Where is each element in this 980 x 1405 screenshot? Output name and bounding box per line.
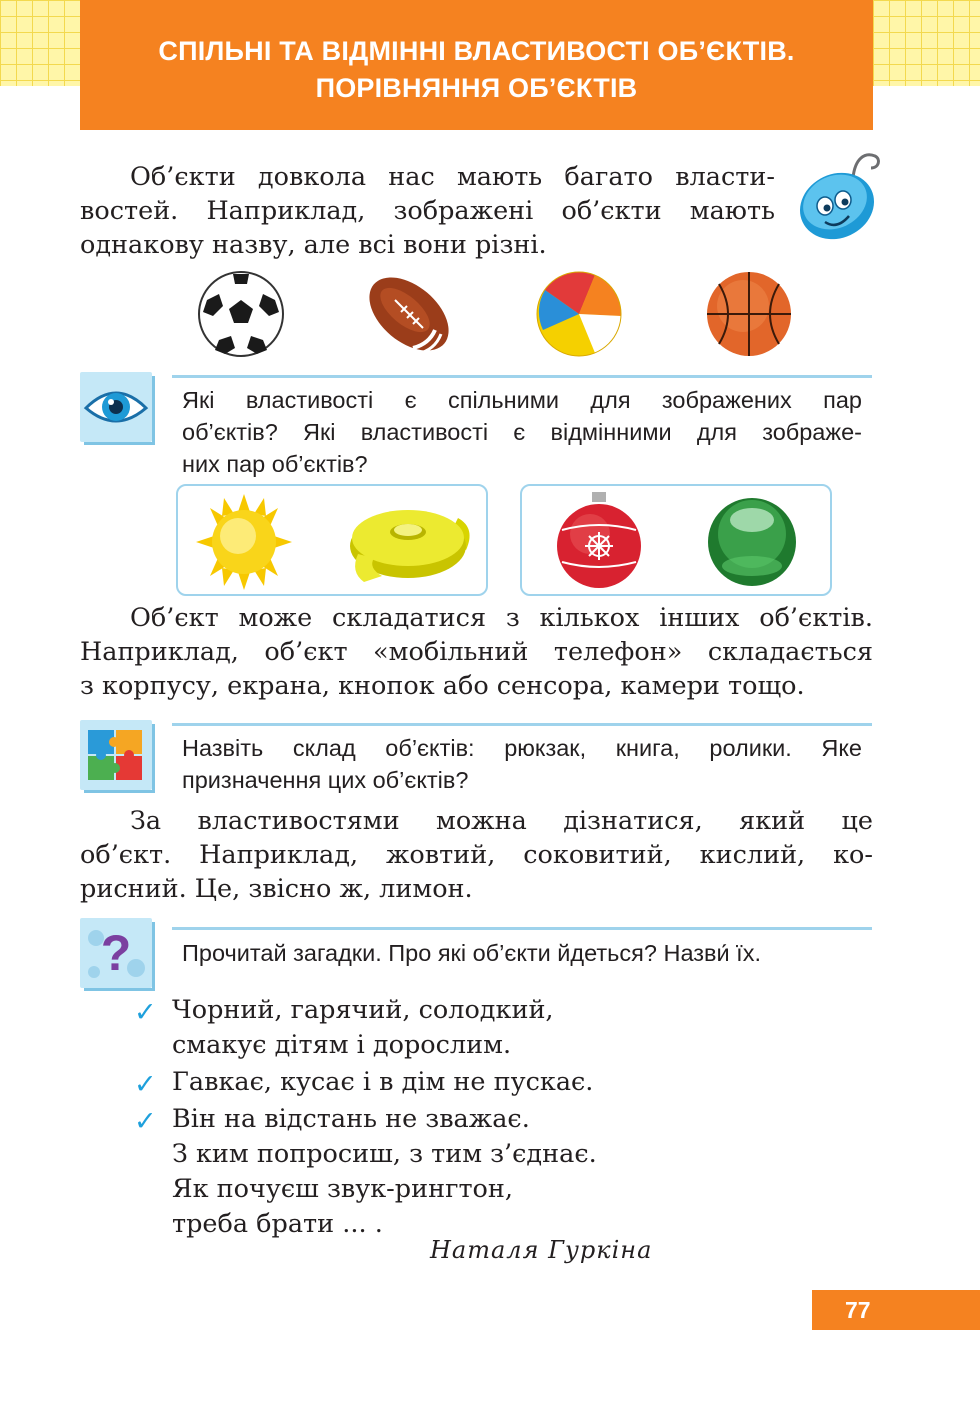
soccer-ball-icon xyxy=(197,270,285,358)
grid-decoration-right xyxy=(873,0,980,86)
intro-line: востей. Наприклад, зображені об’єкти мають xyxy=(80,196,775,226)
riddle-line: З ким попросиш, з тим з’єднає. xyxy=(172,1139,597,1169)
intro-line: Об’єкти довкола нас мають багато власти- xyxy=(130,162,775,192)
question-mark-icon-box xyxy=(80,918,152,988)
basketball-icon xyxy=(705,270,793,358)
riddle-line: смакує дітям і дорослим. xyxy=(172,1030,512,1060)
check-icon: ✓ xyxy=(134,997,157,1028)
green-ball-icon xyxy=(706,496,798,588)
question-mark-icon xyxy=(80,918,152,988)
sun-icon xyxy=(192,494,296,590)
composition-paragraph xyxy=(80,601,873,703)
question-line: Назвіть склад об’єктів: рюкзак, книга, ролики. Яке xyxy=(182,735,862,761)
eye-icon xyxy=(80,372,152,442)
image-pair-frame-2 xyxy=(520,484,832,596)
christmas-ornament-ball-icon xyxy=(554,490,644,592)
puzzle-icon-box xyxy=(80,720,152,790)
question-line: Які властивості є спільними для зображених пар xyxy=(182,387,862,413)
american-football-icon xyxy=(365,270,453,358)
title-banner xyxy=(80,0,873,130)
page-title-line-2: ПОРІВНЯННЯ ОБ’ЄКТІВ xyxy=(315,73,638,103)
riddle-line: Чорний, гарячий, солодкий, xyxy=(172,995,554,1025)
question-divider xyxy=(172,375,872,378)
yellow-tape-measure-icon xyxy=(348,498,478,584)
question-2-text xyxy=(182,732,862,796)
intro-line: однакову назву, але всі вони різні. xyxy=(80,230,547,260)
balls-row xyxy=(195,270,795,362)
eye-icon-box xyxy=(80,372,152,442)
riddle-item xyxy=(130,1065,730,1100)
check-icon: ✓ xyxy=(134,1069,157,1100)
properties-paragraph xyxy=(80,804,873,906)
check-icon: ✓ xyxy=(134,1106,157,1137)
question-3-text: Прочитай загадки. Про які об’єкти йдеться? Назви́ їх. xyxy=(182,940,761,966)
puzzle-icon xyxy=(80,720,152,790)
image-pair-frame-1 xyxy=(176,484,488,596)
riddle-line: Гавкає, кусає і в дім не пускає. xyxy=(172,1067,594,1097)
question-1-text xyxy=(182,384,862,480)
beach-ball-icon xyxy=(535,270,623,358)
question-line: них пар об’єктів? xyxy=(182,451,368,477)
computer-mouse-mascot-icon xyxy=(795,148,885,243)
page-number: 77 xyxy=(812,1290,980,1330)
paragraph-line: Наприклад, об’єкт «мобільний телефон» складається xyxy=(80,637,873,667)
paragraph-line: об’єкт. Наприклад, жовтий, соковитий, кислий, ко- xyxy=(80,840,873,870)
question-line: призначення цих об’єктів? xyxy=(182,767,469,793)
riddle-line: Він на відстань не зважає. xyxy=(172,1104,530,1134)
riddle-list xyxy=(130,993,730,1244)
question-divider xyxy=(172,723,872,726)
paragraph-line: Об’єкт може складатися з кількох інших об’єктів. xyxy=(130,603,873,633)
paragraph-line: рисний. Це, звісно ж, лимон. xyxy=(80,874,473,904)
paragraph-line: За властивостями можна дізнатися, який це xyxy=(130,806,873,836)
riddle-author: Наталя Гуркіна xyxy=(430,1236,653,1264)
paragraph-line: з корпусу, екрана, кнопок або сенсора, камери тощо. xyxy=(80,671,805,701)
svg-text:?: ? xyxy=(100,925,132,981)
intro-paragraph xyxy=(80,160,775,262)
riddle-line: треба брати ... . xyxy=(172,1209,383,1239)
question-divider xyxy=(172,927,872,930)
question-line: об’єктів? Які властивості є відмінними для зображе- xyxy=(182,419,862,445)
riddle-line: Як почуєш звук-рингтон, xyxy=(172,1174,514,1204)
riddle-item xyxy=(130,993,730,1063)
grid-decoration-left xyxy=(0,0,80,86)
riddle-item xyxy=(130,1102,730,1242)
page-title-line-1: СПІЛЬНІ ТА ВІДМІННІ ВЛАСТИВОСТІ ОБ’ЄКТІВ. xyxy=(158,36,795,66)
